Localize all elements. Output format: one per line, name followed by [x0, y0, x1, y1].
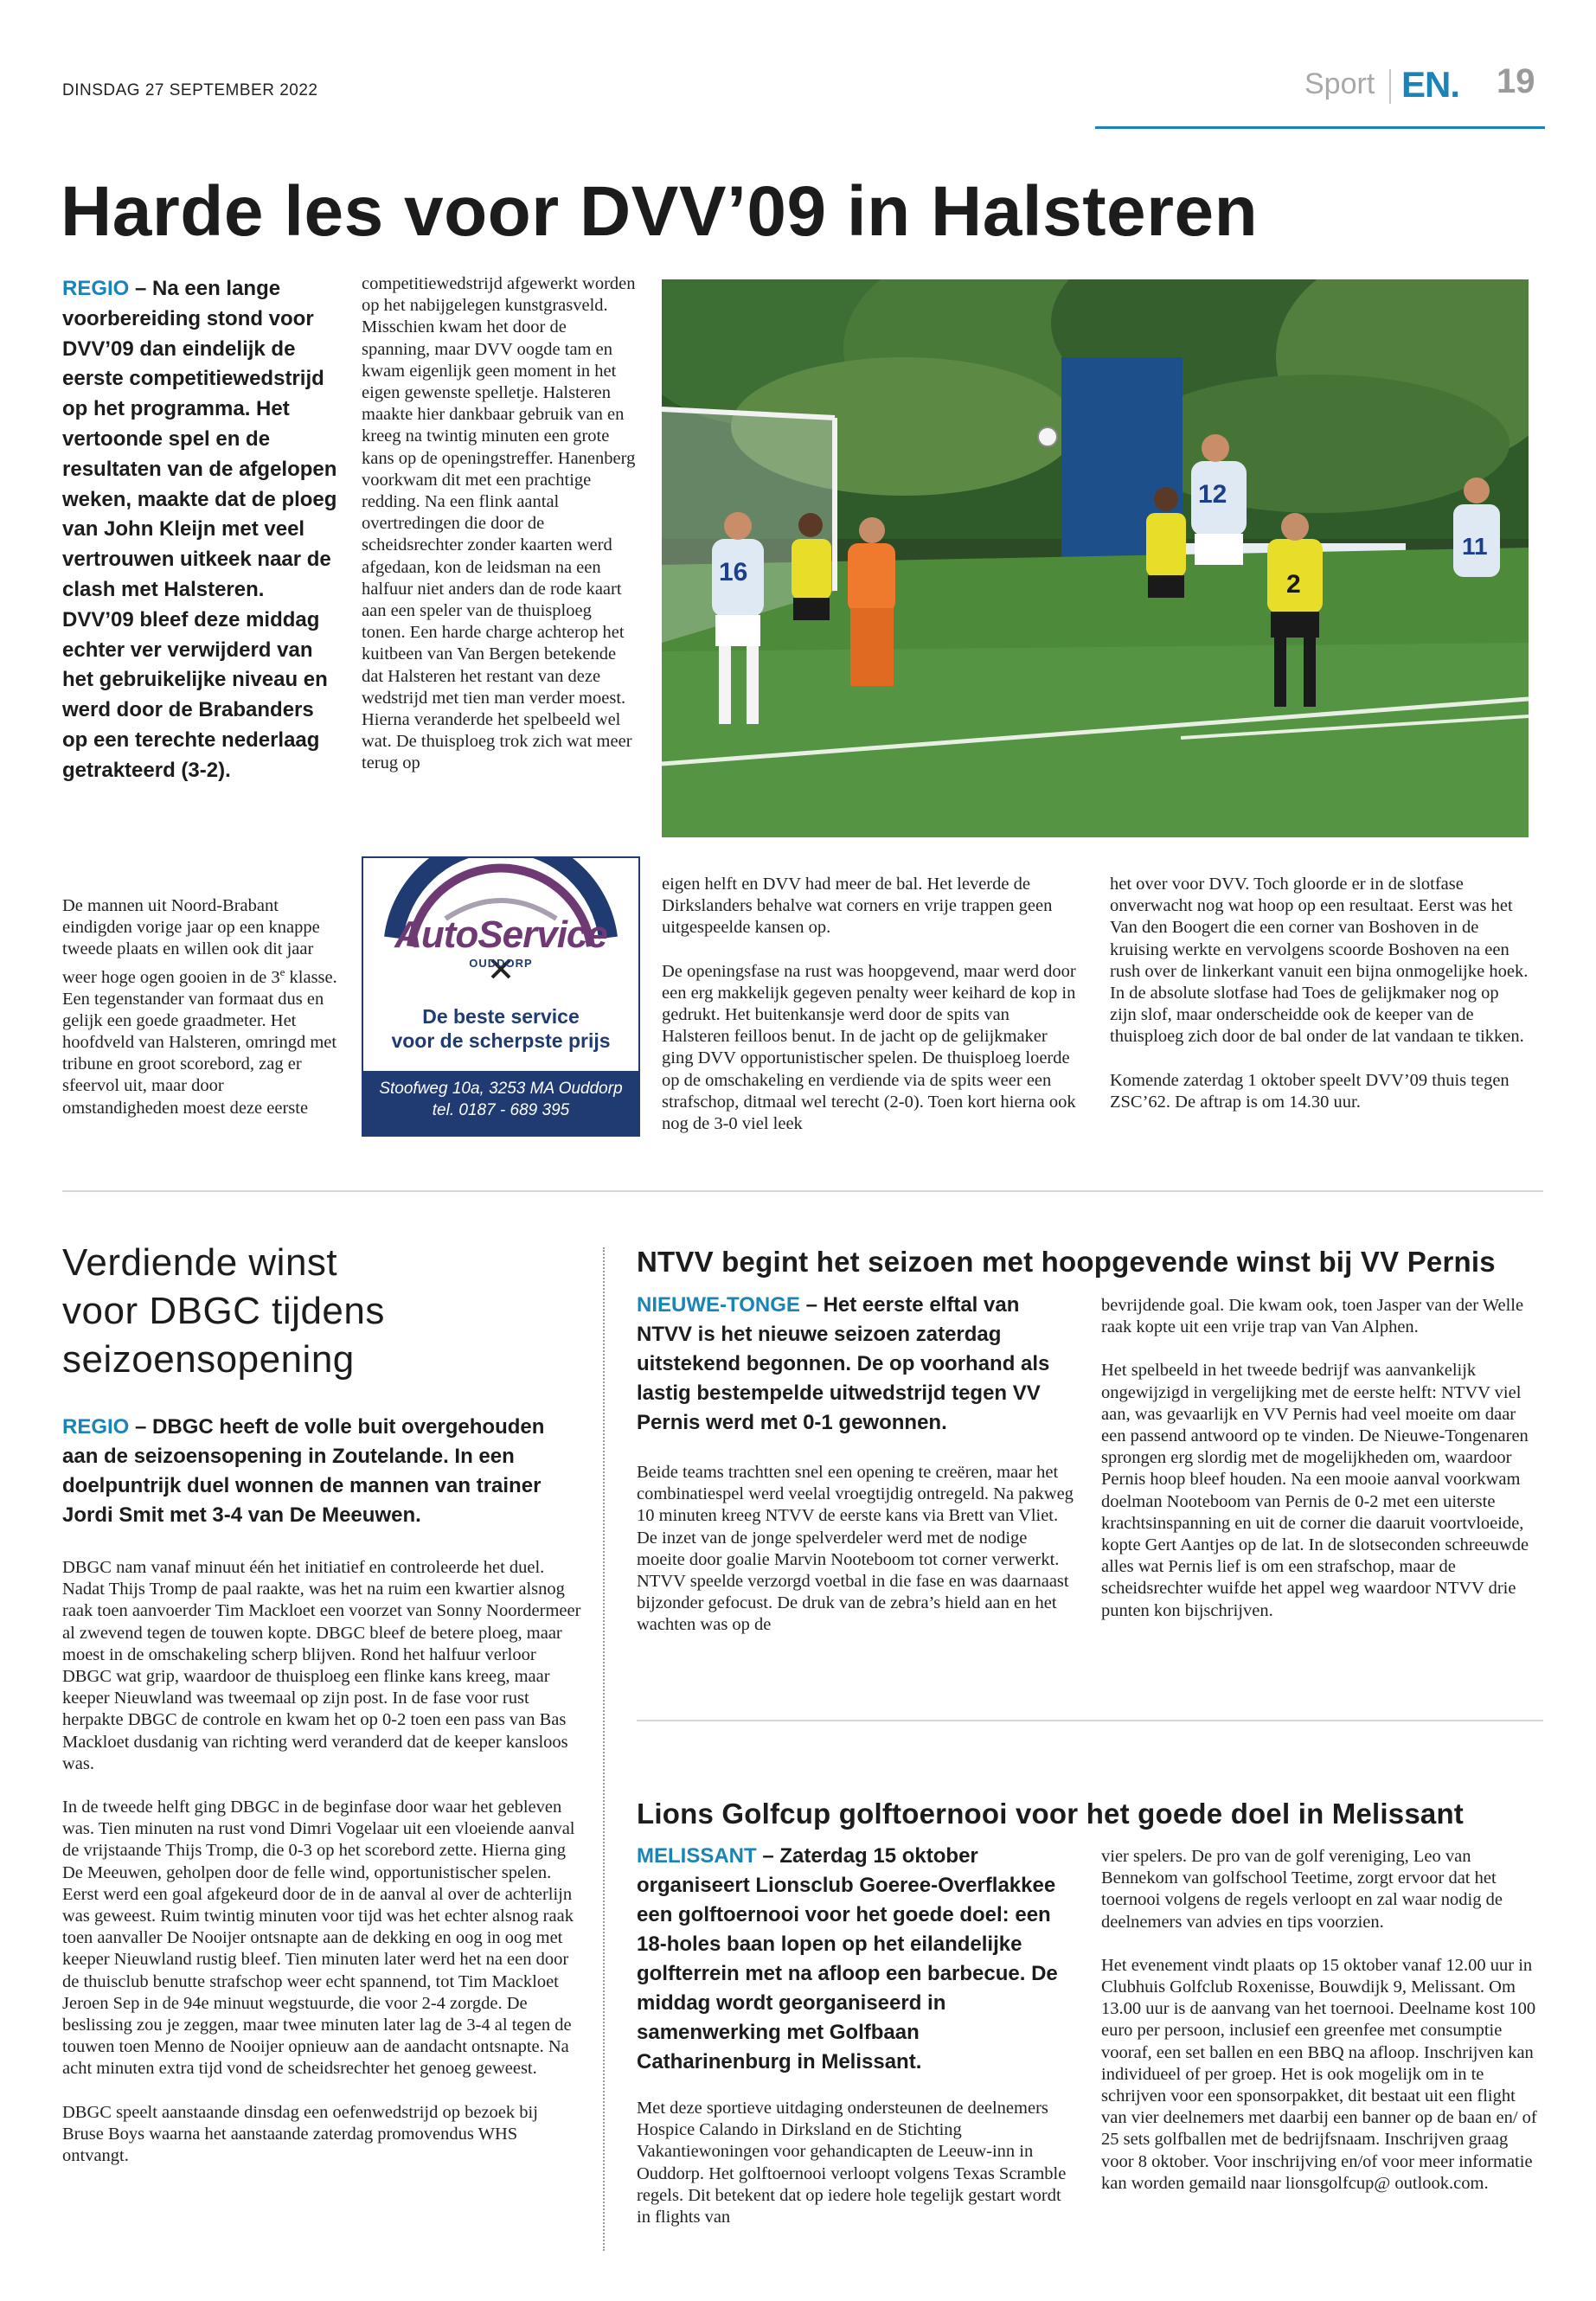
autoservice-ad — [362, 856, 640, 1137]
article2-headline-line1: Verdiende winst — [62, 1241, 338, 1284]
article4-col2 — [1101, 1846, 1542, 2216]
article4-p2: vier spelers. De pro van de golf vereniging, Leo van Bennekom van golfschool Teetime, zorgt ervoor dat het toernooi volgens de regels verloopt en zal waar nodig de deelnemers van advies en tips voorzien. — [1101, 1847, 1503, 1932]
ad-contact-bar — [363, 1071, 638, 1135]
article3-lead — [637, 1291, 1074, 1438]
article3-p3: Het spelbeeld in het tweede bedrijf was aanvankelijk ongewijzigd in vergelijking met de eerste helft: NTVV viel aan, was gevaarlijk en VV Pernis had veel moeite om daar een passend antwoord op te vinden. De Nieuwe-Tongenaren sprongen erg slordig met de mogelijkheden om, waardoor Pernis hoop bleef houden. Na een mooie aanval voorkwam doelman Nooteboom van Pernis de 0-2 met een uiterste krachtsinspanning en uit de corner die daaruit voortvloeide, kopte Gert Aantjes op de lat. In de slotseconden schreeuwde alles wat Pernis lief is om een strafschop, maar de scheidsrechter wuifde het appel weg waardoor NTVV drie punten kon bijschrijven. — [1101, 1361, 1529, 1620]
article2-kicker: REGIO — [62, 1415, 130, 1439]
article1-col1-text — [62, 895, 339, 1119]
jersey-number-16: 16 — [719, 558, 748, 586]
article3-col2 — [1101, 1295, 1542, 1644]
article2-headline — [62, 1239, 581, 1384]
article1-col1-part2: klasse. Een tegenstander van formaat dus en gelijk een goede graadmeter. Het hoofdveld van Halsteren, omringd met tribune en groot scorebord, zag er sfeervol uit, maar door omstandigheden moest deze eerste — [62, 967, 337, 1118]
en-logo: EN. — [1401, 64, 1460, 105]
article2-headline-line2: voor DBGC tijdens — [62, 1290, 385, 1332]
article4-headline: Lions Golfcup golftoernooi voor het goede doel in Melissant — [637, 1798, 1464, 1830]
article3-headline: NTVV begint het seizoen met hoopgevende winst bij VV Pernis — [637, 1246, 1496, 1278]
football — [1038, 427, 1057, 446]
article1-col2-text: competitiewedstrijd afgewerkt worden op het nabijgelegen kunstgrasveld. Misschien kwam het door de spanning, maar DVV oogde tam en kwam eigenlijk geen moment in het eigen gewenste spelletje. Halsteren maakte hier dankbaar gebruik van en kreeg na twintig minuten een grote kans op de openingstreffer. Hanenberg voorkwam dit met een prachtige redding. Na een flink aantal overtredingen die door de scheidsrechter zonder kaarten werd afgedaan, kon de leidsman na een halfuur niet anders dan de rode kaart aan een speler van de thuisploeg tonen. Een harde charge achterop het kuitbeen van Van Bergen betekende dat Halsteren het restant van deze wedstrijd met tien man verder moest. Hierna veranderde het spelbeeld wel wat. De thuisploeg trok zich wat meer terug op — [362, 274, 636, 773]
article4-p3: Het evenement vindt plaats op 15 oktober vanaf 12.00 uur in Clubhuis Golfclub Roxenisse, Bouwdijk 9, Melissant. Om 13.00 uur is de aanvang van het toernooi. Deelname kost 100 euro per persoon, inclusief een greenfee met consumptie vooraf, een set ballen en een BBQ na afloop. Inschrijven kan individueel of per groep. Het is ook mogelijk om in te schrijven voor een sponsorpakket, dit bestaat uit een flight van vier deelnemers met daarbij een banner op de baan en/ of 25 sets golfballen met de bedrijfsnaam. Inschrijven graag voor 8 oktober. Voor inschrijving en/of voor meer informatie kan worden gemaild naar lionsgolfcup@ outlook.com. — [1101, 1955, 1537, 2193]
article1-kicker: REGIO — [62, 277, 130, 300]
article1-lead-text: – Na een lange voorbereiding stond voor DVV’09 dan eindelijk de eerste competitiewedstrijd op het programma. Het vertoonde spel en de resultaten van de afgelopen weken, maakte dat de ploeg van John Kleijn met veel vertrouwen uitkeek naar de clash met Halsteren. DVV’09 bleef deze middag echter ver verwijderd van het gebruikelijke niveau en werd door de Brabanders op een terechte nederlaag getrakteerd (3-2). — [62, 277, 337, 782]
ad-phone: tel. 0187 - 689 395 — [432, 1101, 570, 1119]
article3-p1: Beide teams trachtten snel een opening te creëren, maar het combinatiespel werd veelal vroegtijdig ontregeld. Na pakweg 10 minuten kreeg NTVV de eerste kans via Brett van Vliet. De inzet van de jonge spelverdeler werd met de nodige moeite door goalie Marvin Nooteboom tot corner verwerkt. NTVV speelde verzorgd voetbal in die fase en was daarnaast bijzonder gefocust. De druk van de zebra’s hield aan en het wachten was op de — [637, 1463, 1074, 1635]
article3-p2: bevrijdende goal. Die kwam ook, toen Jasper van der Welle raak kopte uit een vrije trap van Van Alphen. — [1101, 1296, 1524, 1337]
article1-col4-text — [1110, 874, 1529, 1135]
article3-kicker: NIEUWE-TONGE — [637, 1293, 800, 1317]
article1-col4-p2: Komende zaterdag 1 oktober speelt DVV’09 thuis tegen ZSC’62. De aftrap is om 14.30 uur. — [1110, 1070, 1509, 1112]
page-date: DINSDAG 27 SEPTEMBER 2022 — [62, 81, 318, 99]
article1-headline: Harde les voor DVV’09 in Halsteren — [61, 172, 1259, 251]
column-divider — [603, 1247, 605, 2251]
section-label: Sport — [1304, 67, 1375, 100]
article1-col3-p2: De openingsfase na rust was hoopgevend, maar werd door een erg makkelijk gegeven penalty weer keihard de kop in gedrukt. Het buitenkansje werd door de spits van Halsteren feilloos benut. In de jacht op de gelijkmaker ging DVV opportunistischer spelen. De thuisploeg loerde op de omschakeling en verdiende via de spits weer een strafschop, ditmaal wel terecht (2-0). Toen kort hierna ook nog de 3-0 viel leek — [662, 961, 1076, 1134]
article1-col1-sup: e — [279, 965, 285, 978]
ad-slogan-line2: voor de scherpste prijs — [391, 1029, 611, 1052]
section-divider-top — [62, 1190, 1543, 1192]
article4-lead-text: – Zaterdag 15 oktober organiseert Lionsclub Goeree-Overflakkee een golftoernooi voor het goede doel: een 18-holes baan lopen op het eilandelijke golfterrein met na afloop een barbecue. De middag wordt georganiseerd in samenwerking met Golfbaan Catharinenburg in Melissant. — [637, 1844, 1058, 2073]
article2-lead — [62, 1413, 581, 1530]
article1-col3-p1: eigen helft en DVV had meer de bal. Het leverde de Dirkslanders behalve wat corners en vrije trappen geen uitgespeelde kansen op. — [662, 875, 1053, 938]
article4-lead — [637, 1842, 1074, 2077]
section-divider-right — [637, 1720, 1543, 1721]
article2-p3: DBGC speelt aanstaande dinsdag een oefenwedstrijd op bezoek bij Bruse Boys waarna het aanstaande zaterdag promovendus WHS ontvangt. — [62, 2102, 538, 2166]
page-number: 19 — [1497, 62, 1535, 100]
article4-kicker: MELISSANT — [637, 1844, 757, 1868]
article1-lead — [62, 274, 339, 786]
ad-slogan-line1: De beste service — [422, 1005, 580, 1028]
article2-headline-line3: seizoensopening — [62, 1338, 355, 1381]
match-photo-graphic — [662, 279, 1529, 837]
ad-address: Stoofweg 10a, 3253 MA Ouddorp — [379, 1080, 623, 1098]
article2-body — [62, 1557, 581, 2189]
article2-lead-text: – DBGC heeft de volle buit overgehouden aan de seizoensopening in Zoutelande. In een doelpuntrijk duel wonnen de mannen van trainer Jordi Smit met 3-4 van De Meeuwen. — [62, 1415, 545, 1527]
article1-col1-part1: De mannen uit Noord-Brabant eindigden vorige jaar op een knappe tweede plaats en willen ook dit jaar weer hoge ogen gooien in de 3 — [62, 896, 320, 987]
article1-col3-text — [662, 874, 1081, 1157]
jersey-number-2: 2 — [1286, 570, 1301, 599]
header-rule — [1095, 126, 1545, 129]
jersey-number-12: 12 — [1198, 480, 1227, 509]
header-divider — [1389, 69, 1391, 104]
article4-p1: Met deze sportieve uitdaging ondersteunen de deelnemers Hospice Calando in Dirksland en de Stichting Vakantiewoningen voor gehandicapten de Leeuw-inn in Ouddorp. Het golftoernooi verloopt volgens Texas Scramble regels. Dit betekent dat op iedere hole tegelijk gestart wordt in flights van — [637, 2099, 1067, 2227]
ad-location: OUDDORP — [469, 957, 533, 970]
football-match-photo — [662, 279, 1529, 837]
jersey-number-11: 11 — [1462, 533, 1488, 560]
article1-col4-p1: het over voor DVV. Toch gloorde er in de slotfase onverwacht nog wat hoop op een resultaat. Eerst was het Van den Boogert die een corner van Boshoven in de kruising werkte en vervolgens scoorde Boshoven na een rush over de linkerkant vanuit een bijna onmogelijke hoek. In de absolute slotfase had Toes de gelijkmaker nog op zijn slof, maar onderscheidde ook de keeper van de thuisploeg zich door de bal onder de lat vandaan te tikken. — [1110, 875, 1529, 1047]
article2-p2: In de tweede helft ging DBGC in de beginfase door waar het gebleven was. Tien minuten na rust vond Dimri Vogelaar uit een vloeiende aanval de vrijstaande Thijs Tromp, die 0-3 op het scorebord zette. Hierna ging De Meeuwen, geholpen door de felle wind, opportunistischer spelen. Eerst werd een goal afgekeurd door de in de aanval al over de achterlijn was geweest. Ruim twintig minuten voor tijd was het echter alsnog raak toen aanvaller De Nooijer ontsnapte aan de dekking en oog in oog met keeper Nieuwland rustig bleef. Tien minuten later werd het na een door de thuisclub benutte strafschop weer echt spannend, tot Tim Mackloet Jeroen Sep in de 94e minuut wegstuurde, die voor 2-4 zorgde. De beslissing zou je zeggen, maar twee minuten later lag de 3-4 al tegen de touwen toen Menno de Nooijer opnieuw aan de aandacht ontsnapte. Na acht minuten extra tijd vond de scheidsrechter het genoeg geweest. — [62, 1798, 575, 2079]
article2-p1: DBGC nam vanaf minuut één het initiatief en controleerde het duel. Nadat Thijs Tromp de paal raakte, was het na ruim een kwartier alsnog raak toen aanvoerder Tim Mackloet een voorzet van Sonny Noordermeer al zwevend tegen de touwen kopte. DBGC bleef de betere ploeg, maar moest in de omschakeling scherp blijven. Rond het halfuur verloor DBGC wat grip, waardoor de thuisploeg een flinke kans kreeg, maar keeper Nieuwland was tweemaal op zijn post. In de fase voor rust herpakte DBGC de controle en kwam het op 0-2 toen een pass van Bas Mackloet dusdanig van richting werd veranderd dat de keeper kansloos was. — [62, 1558, 581, 1773]
ad-brand: AutoService — [394, 913, 607, 956]
article3-lead-text: – Het eerste elftal van NTVV is het nieuwe seizoen zaterdag uitstekend begonnen. De op voorhand als lastig bestempelde uitwedstrijd tegen VV Pernis werd met 0-1 gewonnen. — [637, 1293, 1050, 1434]
